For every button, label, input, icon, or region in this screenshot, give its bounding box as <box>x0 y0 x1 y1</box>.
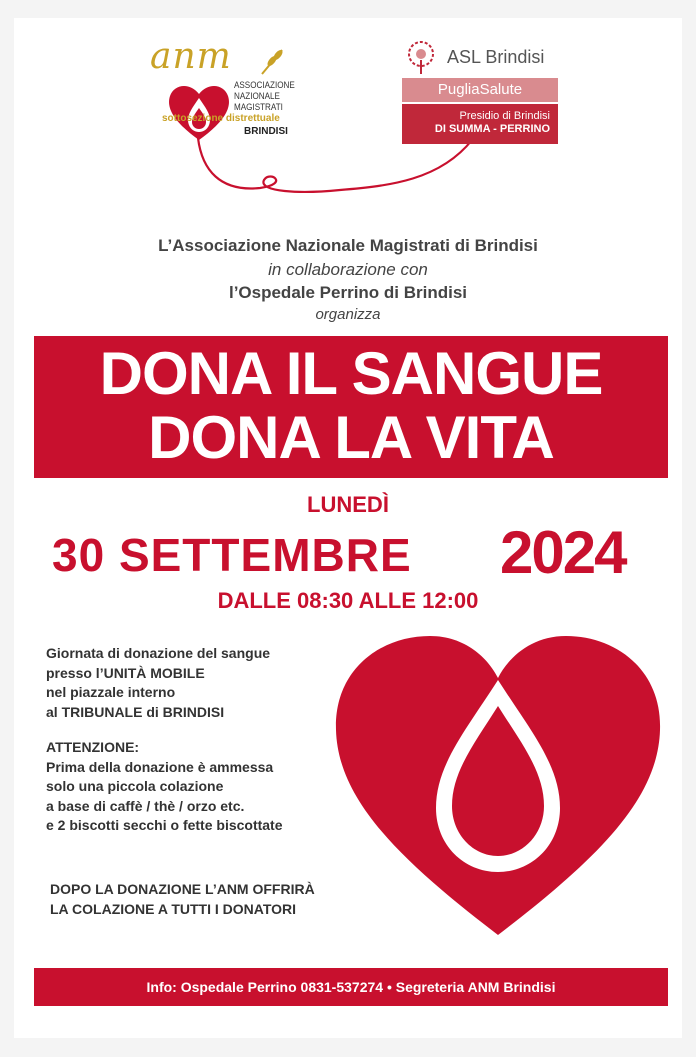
donation-location: Giornata di donazione del sangue presso l’UNITÀ MOBILE nel piazzale interno al TRIBUNALE di BRINDISI <box>46 645 271 720</box>
headline-line-2: DONA LA VITA <box>148 404 554 471</box>
event-day: LUNEDÌ <box>307 492 389 517</box>
event-time: DALLE 08:30 ALLE 12:00 <box>217 588 479 613</box>
asl-name: ASL Brindisi <box>447 47 545 67</box>
footer-info-bar: Info: Ospedale Perrino 0831-537274 • Segreteria ANM Brindisi <box>34 968 668 1006</box>
anm-logo-word: anm <box>150 36 232 77</box>
event-year: 2024 <box>500 519 626 586</box>
intro-hospital: l’Ospedale Perrino di Brindisi <box>228 283 468 302</box>
after-donation-note: DOPO LA DONAZIONE L’ANM OFFRIRÀ LA COLAZIONE A TUTTI I DONATORI <box>50 881 315 917</box>
puglia-salute-badge: PugliaSalute <box>402 78 558 102</box>
headline-line-1: DONA IL SANGUE <box>99 340 603 407</box>
attention-note: ATTENZIONE: Prima della donazione è ammessa solo una piccola colazione a base di caffè / thè / orzo etc. e 2 biscotti secchi o fette biscottate <box>46 739 283 833</box>
intro-organizza: organizza <box>315 306 381 323</box>
intro-collaboration: in collaborazione con <box>268 260 428 279</box>
heart-blood-drop-icon <box>330 630 666 942</box>
event-date: 30 SETTEMBRE <box>52 529 412 581</box>
anm-sottosezione: sottosezione distrettuale <box>162 113 280 124</box>
presidio-badge: Presidio di Brindisi DI SUMMA - PERRINO <box>402 104 558 144</box>
wheat-icon <box>258 46 288 76</box>
anm-city: BRINDISI <box>244 126 288 137</box>
intro-organizer: L’Associazione Nazionale Magistrati di Brindisi <box>158 236 538 255</box>
anm-logo-text: ASSOCIAZIONE NAZIONALE MAGISTRATI <box>234 80 295 112</box>
asl-tree-icon <box>402 40 440 76</box>
